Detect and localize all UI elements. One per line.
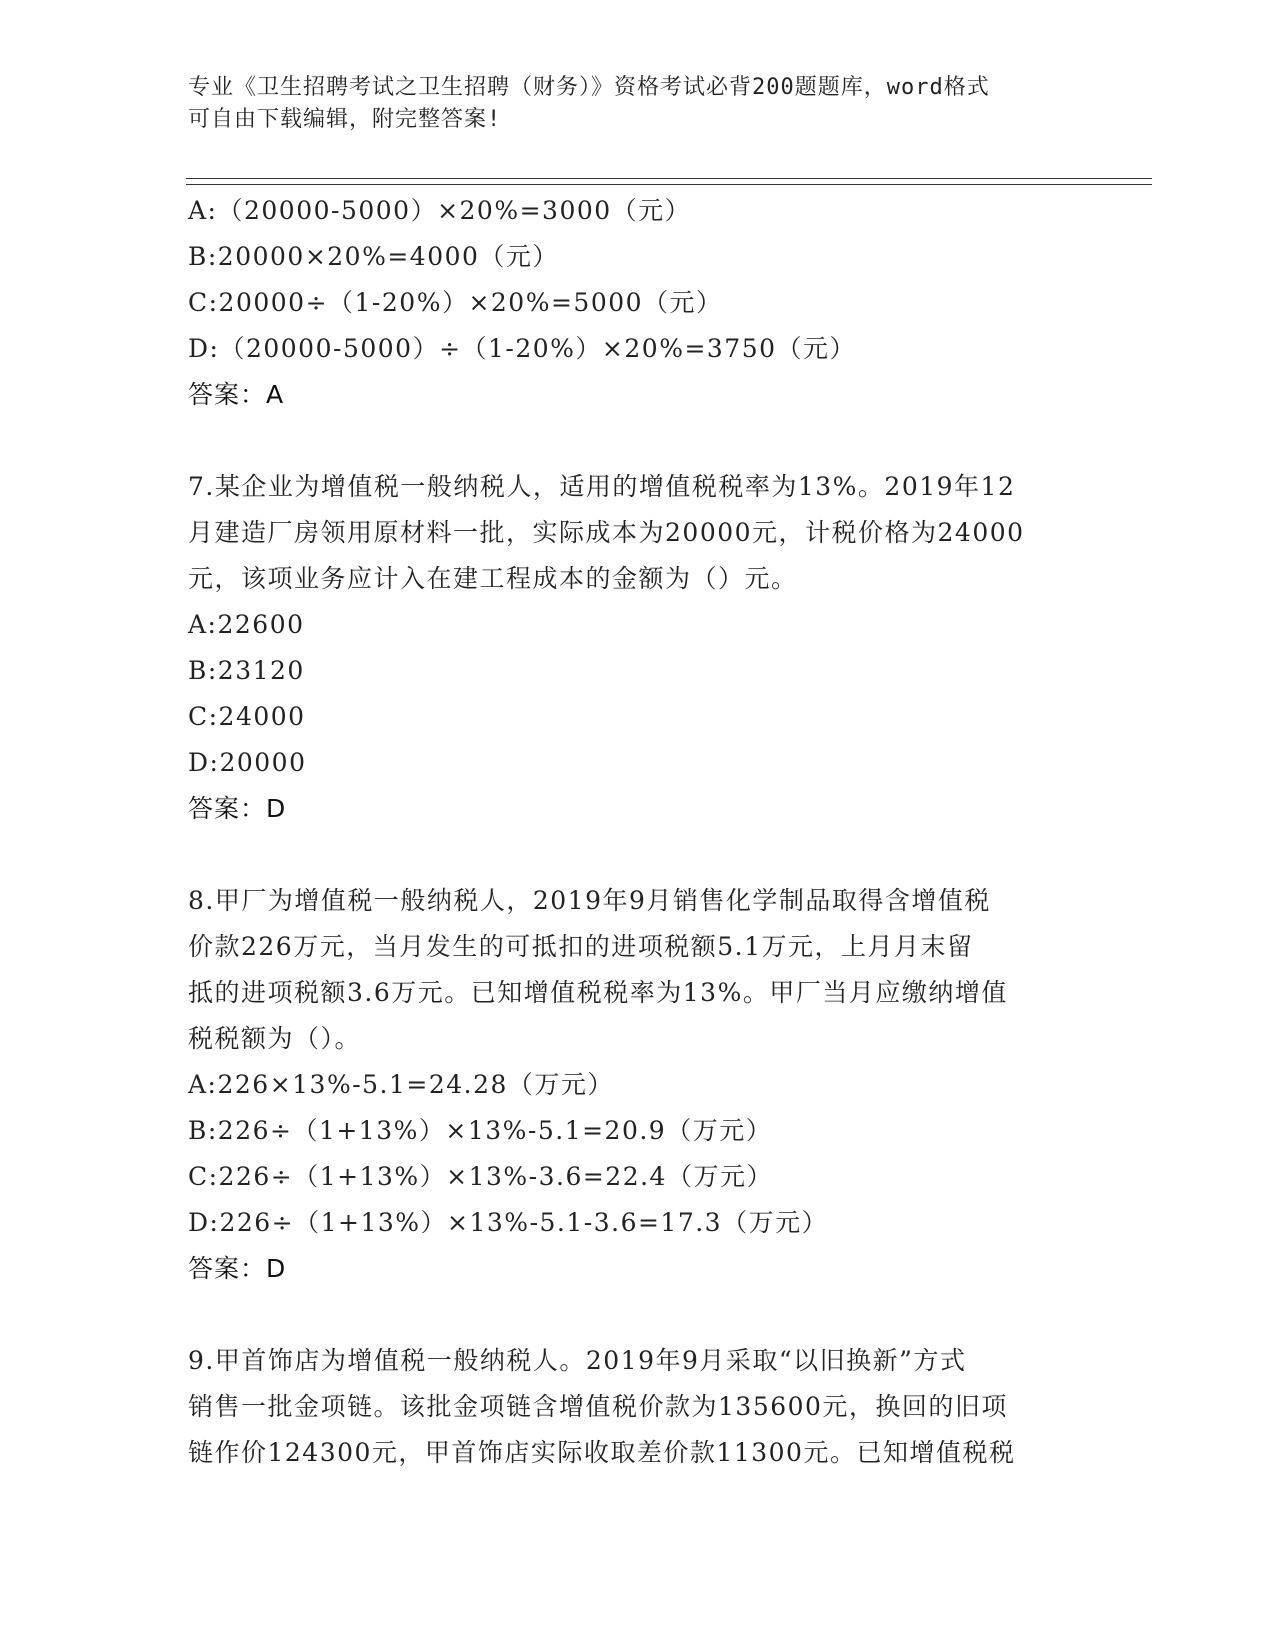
question-stem-line: 8.甲厂为增值税一般纳税人，2019年9月销售化学制品取得含增值税 bbox=[188, 886, 991, 915]
option-c: C:226÷（1+13%）×13%-3.6=22.4（万元） bbox=[188, 1162, 773, 1191]
option-d: D:（20000-5000）÷（1-20%）×20%=3750（元） bbox=[188, 334, 857, 363]
question-stem-line: 抵的进项税额3.6万元。已知增值税税率为13%。甲厂当月应缴纳增值 bbox=[188, 978, 1008, 1007]
option-c: C:20000÷（1-20%）×20%=5000（元） bbox=[188, 288, 723, 317]
option-b: B:23120 bbox=[188, 656, 305, 685]
question-spacer bbox=[188, 832, 1088, 878]
header-title-line-1: 专业《卫生招聘考试之卫生招聘（财务）》资格考试必背200题题库，word格式 bbox=[188, 75, 990, 100]
answer-label: 答案：A bbox=[188, 380, 285, 409]
question-stem-line: 9.甲首饰店为增值税一般纳税人。2019年9月采取“以旧换新”方式 bbox=[188, 1346, 967, 1375]
option-a: A:（20000-5000）×20%=3000（元） bbox=[188, 196, 692, 225]
question-stem-line: 元，该项业务应计入在建工程成本的金额为（）元。 bbox=[188, 564, 798, 593]
question-spacer bbox=[188, 1292, 1088, 1338]
option-b: B:20000×20%=4000（元） bbox=[188, 242, 559, 271]
question-6 bbox=[188, 188, 1088, 418]
answer-label: 答案：D bbox=[188, 1254, 287, 1283]
question-stem-line: 链作价124300元，甲首饰店实际收取差价款11300元。已知增值税税 bbox=[188, 1438, 1016, 1467]
option-a: A:226×13%-5.1=24.28（万元） bbox=[188, 1070, 614, 1099]
option-d: D:20000 bbox=[188, 748, 307, 777]
answer-label: 答案：D bbox=[188, 794, 287, 823]
question-stem-line: 月建造厂房领用原材料一批，实际成本为20000元，计税价格为24000 bbox=[188, 518, 1025, 547]
header-title-line-2: 可自由下载编辑，附完整答案! bbox=[188, 107, 502, 132]
option-a: A:22600 bbox=[188, 610, 305, 639]
question-stem-line: 7.某企业为增值税一般纳税人，适用的增值税税率为13%。2019年12 bbox=[188, 472, 1016, 501]
option-d: D:226÷（1+13%）×13%-5.1-3.6=17.3（万元） bbox=[188, 1208, 829, 1237]
page-header bbox=[188, 72, 1068, 136]
question-stem-line: 税税额为（）。 bbox=[188, 1024, 362, 1053]
question-9 bbox=[188, 1338, 1088, 1476]
question-7 bbox=[188, 464, 1088, 832]
question-spacer bbox=[188, 418, 1088, 464]
question-stem-line: 销售一批金项链。该批金项链含增值税价款为135600元，换回的旧项 bbox=[188, 1392, 1008, 1421]
option-c: C:24000 bbox=[188, 702, 306, 731]
question-8 bbox=[188, 878, 1088, 1292]
question-stem-line: 价款226万元，当月发生的可抵扣的进项税额5.1万元，上月月末留 bbox=[188, 932, 974, 961]
document-body bbox=[188, 188, 1088, 1476]
header-divider bbox=[186, 178, 1152, 185]
option-b: B:226÷（1+13%）×13%-5.1=20.9（万元） bbox=[188, 1116, 773, 1145]
